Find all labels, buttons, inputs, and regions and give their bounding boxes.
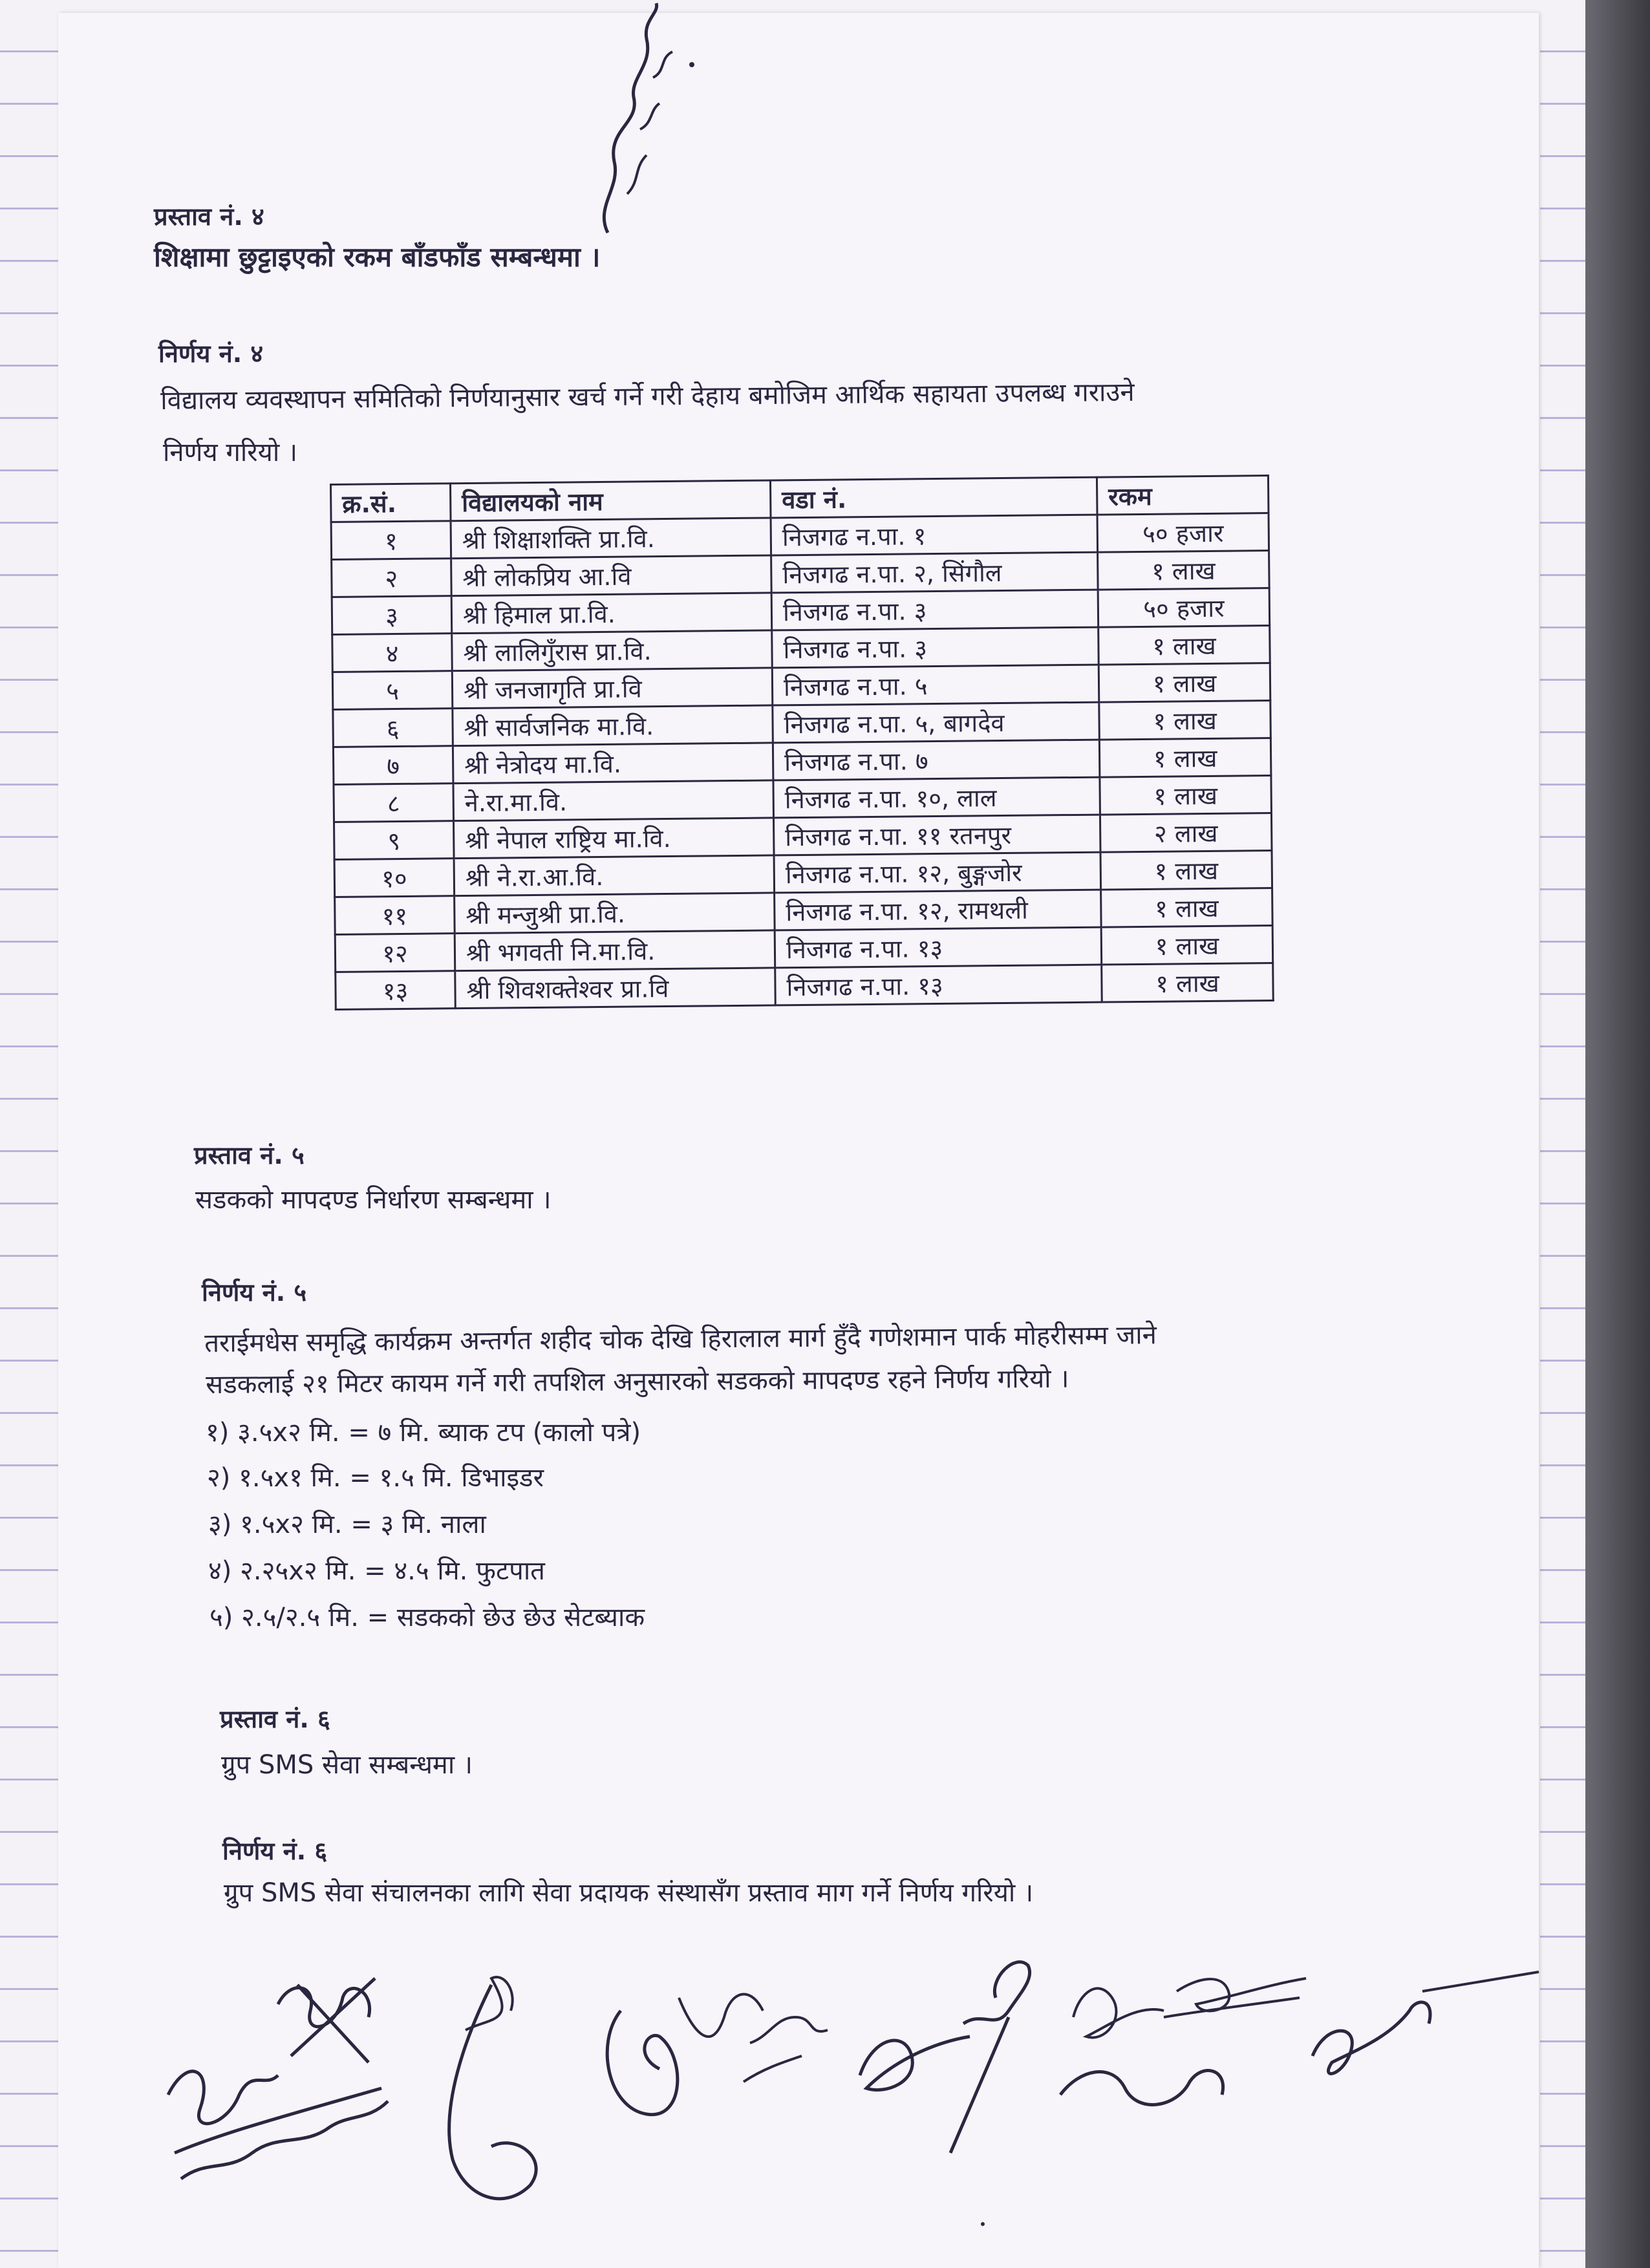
- decision-5-heading: निर्णय नं. ५: [202, 1278, 307, 1307]
- cell-ward: निजगढ न.पा. ३: [771, 590, 1098, 630]
- cell-school: श्री लोकप्रिय आ.वि: [451, 555, 772, 596]
- cell-amount: २ लाख: [1100, 813, 1272, 853]
- cell-school: श्री शिवशक्तेश्वर प्रा.वि: [455, 968, 776, 1009]
- cell-amount: ५० हजार: [1097, 513, 1269, 553]
- cell-amount: १ लाख: [1098, 663, 1270, 703]
- proposal-5-heading: प्रस्ताव नं. ५: [194, 1141, 305, 1170]
- notebook-ruled-margin-right: [1540, 0, 1585, 2268]
- decision-5-text-line1: तराईमधेस समृद्धि कार्यक्रम अन्तर्गत शहीद चोक देखि हिरालाल मार्ग हुँदै गणेशमान पार्क मोहरीसम्म जाने: [204, 1320, 1157, 1358]
- road-spec-item-4: ४) २.२५x२ मि. = ४.५ मि. फुटपात: [208, 1556, 545, 1586]
- cell-serial: ७: [333, 746, 453, 785]
- cell-school: श्री नेत्रोदय मा.वि.: [453, 743, 773, 784]
- decision-4-text-line1: विद्यालय व्यवस्थापन समितिको निर्णयानुसार खर्च गर्ने गरी देहाय बमोजिम आर्थिक सहायता उपलब्ध गराउने: [160, 377, 1135, 416]
- cell-school: श्री लालिगुँरास प्रा.वि.: [452, 630, 773, 671]
- school-allocation-table: [330, 475, 1274, 1011]
- header-ward-no: वडा नं.: [770, 477, 1097, 518]
- cell-serial: ४: [332, 634, 453, 672]
- cell-serial: २: [332, 559, 452, 597]
- cell-ward: निजगढ न.पा. १०, लाल: [773, 777, 1100, 818]
- decision-4-text-line2: निर्णय गरियो ।: [163, 438, 298, 467]
- signatures-area: [129, 1940, 1552, 2250]
- cell-serial: ३: [332, 596, 452, 635]
- notebook-ruled-margin-left: [0, 0, 61, 2268]
- scanner-edge: [1585, 0, 1650, 2268]
- cell-ward: निजगढ न.पा. ५: [772, 665, 1099, 705]
- road-spec-item-5: ५) २.५/२.५ मि. = सडकको छेउ छेउ सेटब्याक: [209, 1603, 645, 1632]
- proposal-4-heading: प्रस्ताव नं. ४: [154, 202, 264, 231]
- top-handwritten-mark: [569, 0, 724, 246]
- cell-school: श्री नेपाल राष्ट्रिय मा.वि.: [454, 818, 775, 859]
- cell-school: श्री जनजागृति प्रा.वि: [452, 668, 773, 709]
- cell-ward: निजगढ न.पा. १३: [775, 965, 1102, 1005]
- cell-amount: १ लाख: [1098, 626, 1270, 665]
- road-spec-item-1: १) ३.५x२ मि. = ७ मि. ब्याक टप (कालो पत्रे): [206, 1418, 641, 1448]
- decision-4-heading: निर्णय नं. ४: [158, 339, 264, 368]
- cell-amount: १ लाख: [1102, 963, 1274, 1003]
- cell-ward: निजगढ न.पा. ३: [772, 627, 1099, 668]
- cell-school: श्री भगवती नि.मा.वि.: [455, 930, 775, 971]
- cell-school: श्री मन्जुश्री प्रा.वि.: [455, 893, 775, 934]
- cell-serial: ८: [334, 784, 454, 822]
- cell-ward: निजगढ न.पा. १२, रामथली: [775, 890, 1102, 930]
- header-serial: क्र.सं.: [331, 484, 451, 522]
- cell-amount: १ लाख: [1099, 738, 1271, 778]
- cell-amount: १ लाख: [1098, 551, 1270, 590]
- decision-6-heading: निर्णय नं. ६: [222, 1837, 328, 1865]
- cell-serial: १: [331, 521, 451, 560]
- cell-school: श्री सार्वजनिक मा.वि.: [453, 705, 773, 746]
- cell-serial: ११: [335, 896, 455, 935]
- header-school-name: विद्यालयको नाम: [451, 480, 771, 521]
- proposal-6-heading: प्रस्ताव नं. ६: [220, 1705, 330, 1733]
- cell-amount: ५० हजार: [1098, 588, 1270, 628]
- road-spec-item-2: २) १.५x१ मि. = १.५ मि. डिभाइडर: [207, 1463, 544, 1493]
- road-spec-item-3: ३) १.५x२ मि. = ३ मि. नाला: [208, 1510, 486, 1539]
- cell-serial: १३: [336, 971, 456, 1010]
- cell-ward: निजगढ न.पा. ११ रतनपुर: [773, 815, 1100, 855]
- decision-6-text: ग्रुप SMS सेवा संचालनका लागि सेवा प्रदायक संस्थासँग प्रस्ताव माग गर्ने निर्णय गरियो ।: [224, 1878, 1034, 1908]
- proposal-6-subject: ग्रुप SMS सेवा सम्बन्धमा ।: [221, 1750, 473, 1780]
- cell-ward: निजगढ न.पा. १२, बुङ्गजोर: [774, 852, 1101, 893]
- cell-ward: निजगढ न.पा. १३: [775, 927, 1102, 968]
- cell-serial: ९: [334, 821, 455, 860]
- proposal-4-subject: शिक्षामा छुट्टाइएको रकम बाँडफाँड सम्बन्धमा ।: [154, 241, 601, 273]
- decision-5-text-line2: सडकलाई २१ मिटर कायम गर्ने गरी तपशिल अनुसारको सडकको मापदण्ड रहने निर्णय गरियो ।: [206, 1364, 1069, 1400]
- cell-amount: १ लाख: [1100, 776, 1272, 815]
- cell-serial: ५: [332, 671, 453, 710]
- cell-amount: १ लाख: [1101, 926, 1273, 965]
- proposal-5-subject: सडकको मापदण्ड निर्धारण सम्बन्धमा ।: [195, 1185, 552, 1215]
- cell-ward: निजगढ न.पा. ५, बागदेव: [773, 702, 1100, 743]
- cell-ward: निजगढ न.पा. २, सिंगौल: [771, 552, 1098, 593]
- cell-school: श्री शिक्षाशक्ति प्रा.वि.: [451, 518, 771, 559]
- cell-serial: १२: [335, 934, 455, 972]
- cell-amount: १ लाख: [1100, 851, 1272, 890]
- cell-serial: १०: [334, 859, 455, 897]
- cell-school: श्री हिमाल प्रा.वि.: [451, 593, 772, 634]
- cell-school: ने.रा.मा.वि.: [453, 780, 774, 821]
- cell-amount: १ लाख: [1101, 888, 1273, 928]
- header-amount: रकम: [1097, 476, 1269, 515]
- cell-school: श्री ने.रा.आ.वि.: [454, 855, 775, 896]
- cell-ward: निजगढ न.पा. १: [771, 515, 1098, 555]
- cell-ward: निजगढ न.पा. ७: [773, 740, 1100, 780]
- cell-serial: ६: [333, 709, 453, 747]
- cell-amount: १ लाख: [1099, 701, 1271, 740]
